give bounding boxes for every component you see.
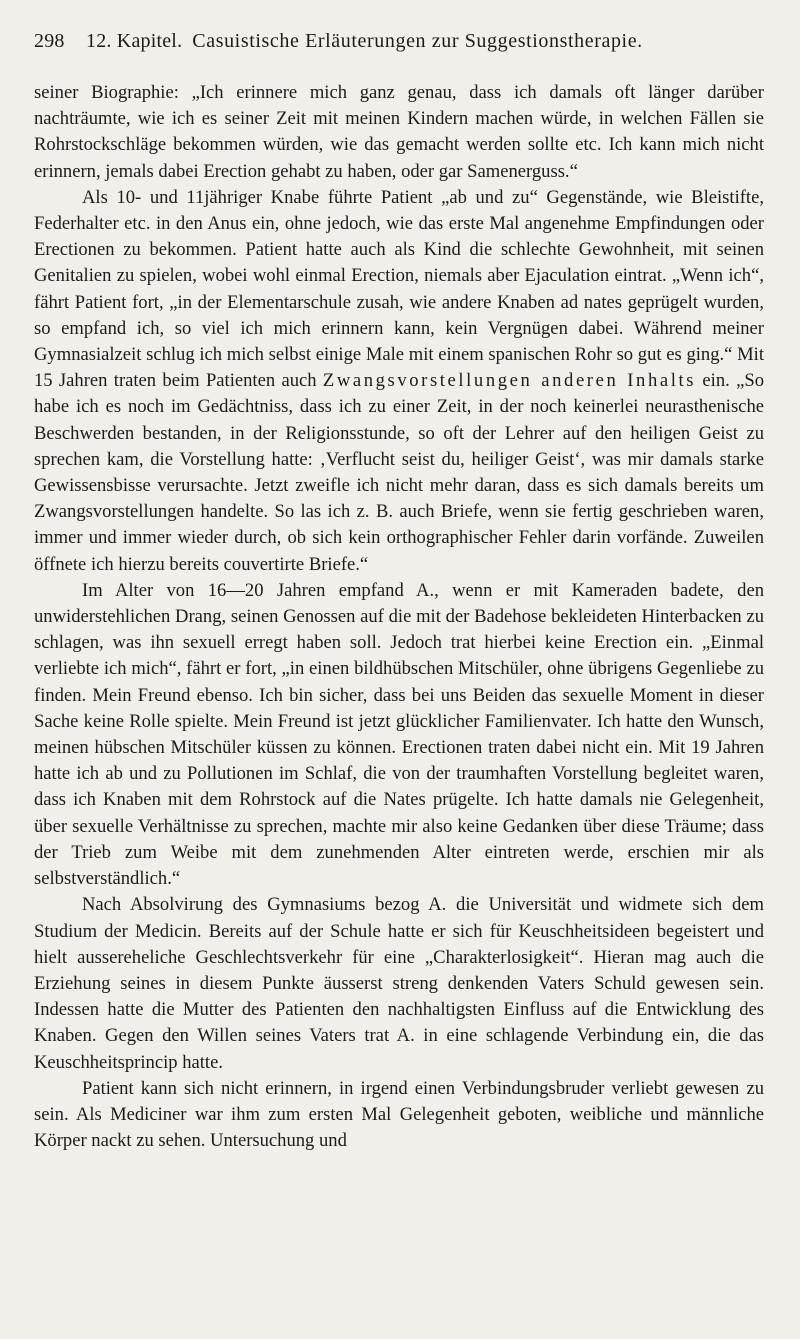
paragraph [34,80,764,185]
paragraph-text: Nach Absolvirung des Gymnasiums bezog A. die Universität und widmete sich dem Studium der Medicin. Bereits auf der Schule hatte er sich für Keuschheitsideen begeistert und hielt aussereheliche Geschlechtsverkehr für eine „Charakterlosigkeit“. Hieran mag auch die Erziehung seines in diesem Punkte äusserst streng denkenden Vaters Schuld gewesen sein. Indessen hatte die Mutter des Patienten den nachhaltigsten Einfluss auf die Entwicklung des Knaben. Gegen den Willen seines Vaters trat A. in eine schlagende Verbindung ein, die das Keuschheitsprincip hatte. [34,894,764,1073]
paragraph [34,185,764,578]
paragraph-text: Im Alter von 16—20 Jahren empfand A., wenn er mit Kameraden badete, den unwiderstehlichen Drang, seinen Genossen auf die mit der Badehose bekleideten Hinterbacken zu schlagen, was ihn sexuell erregt haben soll. Jedoch trat hierbei keine Erection ein. „Einmal verliebte ich mich“, fährt er fort, „in einen bildhübschen Mitschüler, ohne übrigens Gegenliebe zu finden. Mein Freund ebenso. Ich bin sicher, dass bei uns Beiden das sexuelle Moment in dieser Sache keine Rolle spielte. Mein Freund ist jetzt glücklicher Familienvater. Ich hatte den Wunsch, meinen hübschen Mitschüler küssen zu können. Erectionen traten dabei nicht ein. Mit 19 Jahren hatte ich ab und zu Pollutionen im Schlaf, die von der traumhaften Vorstellung begleitet waren, dass ich Knaben mit dem Rohrstock auf die Nates prügelte. Ich hatte damals nie Gelegenheit, über sexuelle Verhältnisse zu sprechen, machte mir also keine Gedanken über diese Träume; dass der Trieb zum Weibe mit dem zunehmenden Alter eintreten werde, erschien mir als selbstverständlich.“ [34,579,764,890]
paragraph [34,578,764,892]
body-text [34,80,764,1154]
paragraph-text: Patient kann sich nicht erinnern, in irgend einen Verbindungsbruder verliebt gewesen zu sein. Als Mediciner war ihm zum ersten Mal Gelegenheit geboten, weibliche und männliche Körper nackt zu sehen. Untersuchung und [34,1077,764,1152]
page-number: 298 [34,30,65,52]
paragraph [34,892,764,1075]
paragraph-text: Als 10- und 11jähriger Knabe führte Patient „ab und zu“ Gegenstände, wie Bleistifte, Federhalter etc. in den Anus ein, ohne jedoch, wie das erste Mal angenehme Empfindungen oder Erectionen zu bekommen. Patient hatte auch als Kind die schlechte Gewohnheit, mit seinen Genitalien zu spielen, wobei wohl einmal Erection, niemals aber Ejaculation eintrat. „Wenn ich“, fährt Patient fort, „in der Elementarschule zusah, wie andere Knaben ad nates geprügelt wurden, so empfand ich, so viel ich mich erinnern kann, kein Vergnügen dabei. Während meiner Gymnasialzeit schlug ich mich selbst einige Male mit einem spanischen Rohr so gut es ging.“ Mit 15 Jahren traten beim Patienten auch [34,186,764,392]
running-title: Casuistische Erläuterungen zur Suggestionstherapie. [192,30,643,52]
paragraph-text: ein. „So habe ich es noch im Gedächtniss, dass ich zu einer Zeit, in der noch keinerlei neurasthenische Beschwerden bestanden, in der Religionsstunde, so oft der Lehrer auf den heiligen Geist zu sprechen kam, die Vorstellung hatte: ‚Verflucht seist du, heiliger Geist‘, was mir damals starke Gewissensbisse verursachte. Jetzt zweifle ich nicht mehr daran, dass es sich damals bereits um Zwangsvorstellungen handelte. So las ich z. B. auch Briefe, wenn sie fertig geschrieben waren, immer und immer wieder durch, ob sich kein orthographischer Fehler darin vorfände. Zuweilen öffnete ich hierzu bereits couvertirte Briefe.“ [34,370,764,575]
paragraph-text: seiner Biographie: „Ich erinnere mich ganz genau, dass ich damals oft länger darüber nachträumte, wie ich es seiner Zeit mit meinen Kindern machen würde, in welchen Fällen sie Rohrstockschläge bekommen würden, wie das gemacht werden sollte etc. Ich kann mich nicht erinnern, jemals dabei Erection gehabt zu haben, oder gar Samenerguss.“ [34,82,764,182]
chapter-label: 12. Kapitel. [86,30,183,52]
spaced-emphasis: Zwangsvorstellungen anderen Inhalts [322,370,697,392]
running-head [34,30,764,74]
paragraph [34,1076,764,1155]
